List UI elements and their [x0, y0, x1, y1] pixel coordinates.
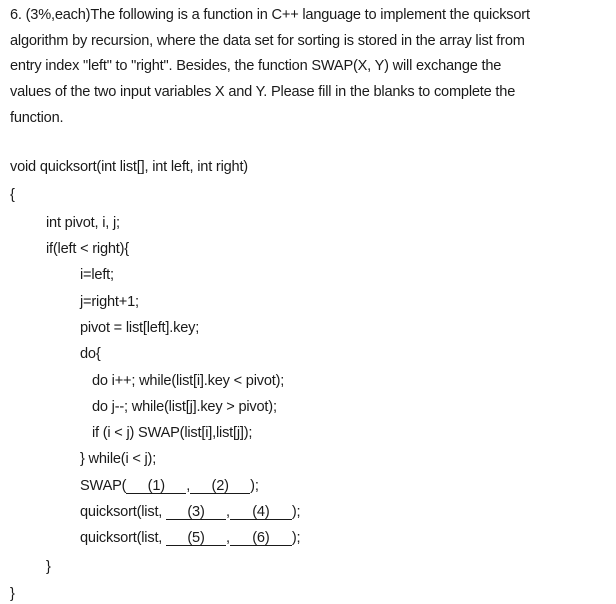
call-suffix: ); — [291, 504, 301, 520]
question-line: entry index "left" to "right". Besides, the function SWAP(X, Y) will exchange the — [10, 58, 502, 75]
question-line: function. — [10, 109, 64, 126]
j-assignment: j=right+1; — [80, 294, 139, 310]
call-prefix: quicksort(list, — [80, 504, 167, 520]
fill-blank-1[interactable]: (1) — [126, 478, 186, 494]
swap-call-prefix: SWAP( — [80, 478, 127, 494]
call-prefix: quicksort(list, — [80, 530, 167, 546]
increment-i-loop: do i++; while(list[i].key < pivot); — [92, 373, 285, 389]
recursive-call-left — [80, 502, 300, 522]
function-close-brace: } — [10, 586, 15, 602]
fill-blank-3[interactable]: (3) — [166, 504, 226, 520]
question-text — [10, 3, 610, 132]
i-assignment: i=left; — [80, 267, 114, 283]
swap-call-separator: , — [186, 478, 191, 494]
call-separator: , — [226, 530, 230, 546]
function-open-brace: { — [10, 187, 15, 203]
conditional-swap: if (i < j) SWAP(list[i],list[j]); — [92, 425, 253, 441]
question-line: algorithm by recursion, where the data set for sorting is stored in the array list from — [10, 32, 525, 49]
if-close-brace: } — [46, 559, 51, 575]
fill-blank-4[interactable]: (4) — [230, 504, 292, 520]
fill-blank-6[interactable]: (6) — [230, 530, 292, 546]
swap-call-suffix: ); — [250, 478, 259, 494]
decrement-j-loop: do j--; while(list[j].key > pivot); — [92, 399, 277, 415]
if-statement: if(left < right){ — [46, 241, 129, 257]
fill-blank-5[interactable]: (5) — [166, 530, 226, 546]
do-loop-open: do{ — [80, 346, 101, 362]
function-signature: void quicksort(int list[], int left, int right) — [10, 159, 248, 175]
fill-blank-2[interactable]: (2) — [190, 478, 250, 494]
call-separator: , — [226, 504, 230, 520]
variable-declaration: int pivot, i, j; — [46, 215, 120, 231]
recursive-call-right — [80, 528, 300, 548]
do-while-close: } while(i < j); — [80, 451, 157, 467]
swap-call-line — [80, 476, 259, 496]
question-line: values of the two input variables X and Y. Please fill in the blanks to complete the — [10, 84, 516, 101]
pivot-assignment: pivot = list[left].key; — [80, 320, 200, 336]
call-suffix: ); — [291, 530, 301, 546]
question-line: 6. (3%,each)The following is a function in C++ language to implement the quicksort — [10, 7, 530, 23]
